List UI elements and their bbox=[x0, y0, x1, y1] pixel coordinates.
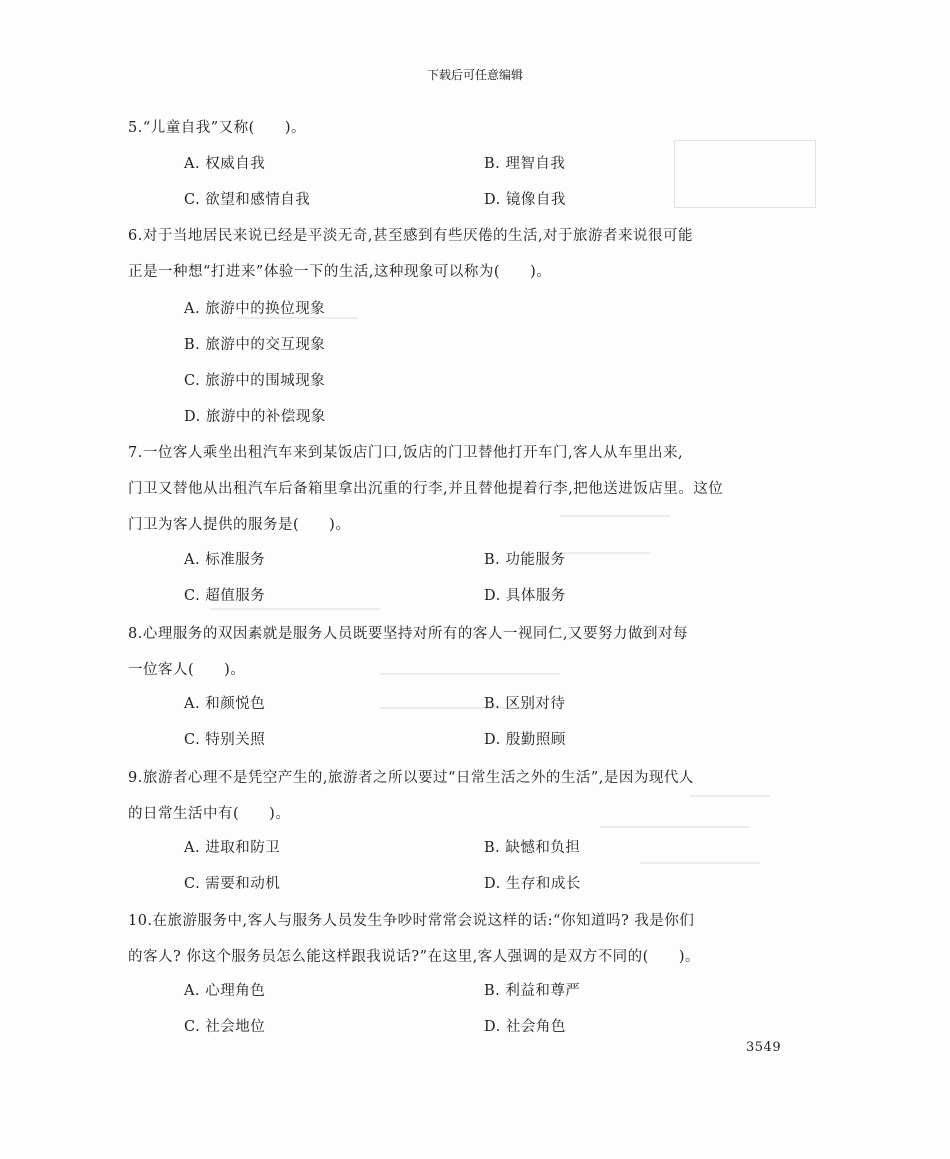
question-8-line-1: 8.心理服务的双因素就是服务人员既要坚持对所有的客人一视同仁,又要努力做到对每 bbox=[128, 626, 688, 642]
question-8-option-d: D. 殷勤照顾 bbox=[484, 732, 566, 748]
question-7-line-2: 门卫又替他从出租汽车后备箱里拿出沉重的行李,并且替他提着行李,把他送进饭店里。这位 bbox=[128, 481, 724, 497]
question-10-option-a: A. 心理角色 bbox=[184, 983, 266, 999]
question-5-option-a: A. 权威自我 bbox=[184, 156, 266, 172]
question-6-option-c: C. 旅游中的围城现象 bbox=[184, 373, 326, 389]
question-6-option-a: A. 旅游中的换位现象 bbox=[184, 301, 326, 317]
question-10 bbox=[128, 903, 818, 975]
question-7 bbox=[128, 435, 818, 543]
bleed-through-line bbox=[560, 552, 650, 554]
question-6-option-b: B. 旅游中的交互现象 bbox=[184, 337, 326, 353]
bleed-through-box bbox=[674, 140, 816, 208]
question-5-line-1: 5.“儿童自我”又称( )。 bbox=[128, 120, 306, 136]
question-8-option-b: B. 区别对待 bbox=[484, 696, 566, 712]
question-5-option-b: B. 理智自我 bbox=[484, 156, 566, 172]
bleed-through-line bbox=[210, 608, 380, 610]
question-6-option-d: D. 旅游中的补偿现象 bbox=[184, 409, 326, 425]
question-5-option-d: D. 镜像自我 bbox=[484, 192, 566, 208]
question-7-option-d: D. 具体服务 bbox=[484, 588, 566, 604]
question-10-line-1: 10.在旅游服务中,客人与服务人员发生争吵时常常会说这样的话:“你知道吗? 我是你们 bbox=[128, 913, 695, 929]
question-10-option-b: B. 利益和尊严 bbox=[484, 983, 581, 999]
question-8-line-2: 一位客人( )。 bbox=[128, 662, 246, 678]
question-6-line-1: 6.对于当地居民来说已经是平淡无奇,甚至感到有些厌倦的生活,对于旅游者来说很可能 bbox=[128, 228, 694, 244]
question-8 bbox=[128, 616, 818, 688]
question-9 bbox=[128, 760, 818, 832]
question-9-line-2: 的日常生活中有( )。 bbox=[128, 806, 291, 822]
question-9-option-c: C. 需要和动机 bbox=[184, 876, 281, 892]
question-6 bbox=[128, 218, 818, 290]
question-7-option-b: B. 功能服务 bbox=[484, 552, 566, 568]
question-5-option-c: C. 欲望和感情自我 bbox=[184, 192, 311, 208]
page-number: 3549 bbox=[746, 1040, 782, 1055]
question-10-option-c: C. 社会地位 bbox=[184, 1019, 266, 1035]
question-7-line-1: 7.一位客人乘坐出租汽车来到某饭店门口,饭店的门卫替他打开车门,客人从车里出来, bbox=[128, 445, 684, 461]
question-10-option-d: D. 社会角色 bbox=[484, 1019, 566, 1035]
question-10-line-2: 的客人? 你这个服务员怎么能这样跟我说话?”在这里,客人强调的是双方不同的( )。 bbox=[128, 949, 700, 965]
question-9-option-a: A. 进取和防卫 bbox=[184, 840, 281, 856]
bleed-through-line bbox=[640, 862, 760, 864]
question-8-option-c: C. 特别关照 bbox=[184, 732, 266, 748]
page-header: 下载后可任意编辑 bbox=[426, 68, 523, 82]
question-8-option-a: A. 和颜悦色 bbox=[184, 696, 266, 712]
question-6-line-2: 正是一种想“打进来”体验一下的生活,这种现象可以称为( )。 bbox=[128, 264, 552, 280]
question-9-line-1: 9.旅游者心理不是凭空产生的,旅游者之所以要过“日常生活之外的生活”,是因为现代人 bbox=[128, 770, 694, 786]
question-9-option-b: B. 缺憾和负担 bbox=[484, 840, 581, 856]
question-7-line-3: 门卫为客人提供的服务是( )。 bbox=[128, 517, 351, 533]
question-7-option-c: C. 超值服务 bbox=[184, 588, 266, 604]
question-7-option-a: A. 标准服务 bbox=[184, 552, 266, 568]
question-9-option-d: D. 生存和成长 bbox=[484, 876, 581, 892]
question-5 bbox=[128, 110, 818, 146]
